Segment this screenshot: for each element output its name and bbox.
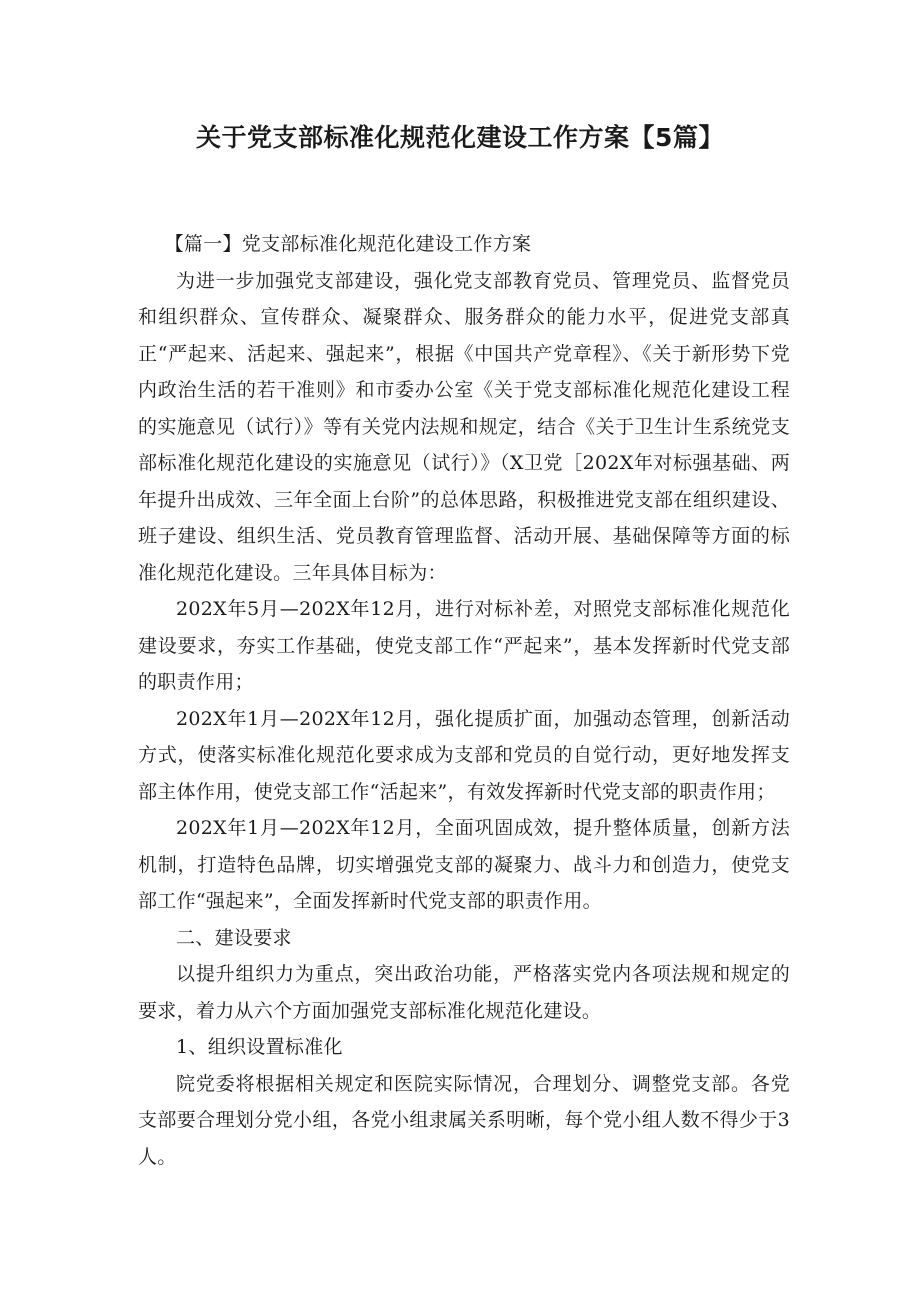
heading-organization-setup: 1、组织设置标准化: [176, 1036, 343, 1058]
paragraph-goal-year-one: 202X年5月—202X年12月，进行对标补差，对照党支部标准化规范化建设要求，夯实工作基础，使党支部工作“严起来”，基本发挥新时代党支部的职责作用；: [138, 598, 790, 693]
paragraph-requirements: 以提升组织力为重点，突出政治功能，严格落实党内各项法规和规定的要求，着力从六个方面加强党支部标准化规范化建设。: [138, 963, 790, 1022]
paragraph-organization-setup: 院党委将根据相关规定和医院实际情况，合理划分、调整党支部。各党支部要合理划分党小组，各党小组隶属关系明晰，每个党小组人数不得少于3人。: [138, 1072, 790, 1168]
paragraph-goal-year-two: 202X年1月—202X年12月，强化提质扩面，加强动态管理，创新活动方式，使落实标准化规范化要求成为支部和党员的自觉行动，更好地发挥支部主体作用，使党支部工作“活起来”，有效发挥新时代党支部的职责作用；: [138, 707, 790, 803]
paragraph-intro: 为进一步加强党支部建设，强化党支部教育党员、管理党员、监督党员和组织群众、宣传群众、凝聚群众、服务群众的能力水平，促进党支部真正“严起来、活起来、强起来”，根据《中国共产党章程》、《关于新形势下党内政治生活的若干准则》和市委办公室《关于党支部标准化规范化建设工程的实施意见（试行）》等有关党内法规和规定，结合《关于卫生计生系统党支部标准化规范化建设的实施意见（试行）》（X卫党［202X年对标强基础、两年提升出成效、三年全面上台阶”的总体思路，积极推进党支部在组织建设、班子建设、组织生活、党员教育管理监督、活动开展、基础保障等方面的标准化规范化建设。三年具体目标为：: [138, 269, 790, 584]
section-heading-part-one: 【篇一】党支部标准化规范化建设工作方案: [164, 233, 532, 255]
heading-construction-requirements: 二、建设要求: [176, 926, 292, 949]
document-title: 关于党支部标准化规范化建设工作方案【5篇】: [196, 123, 724, 152]
paragraph-goal-year-three: 202X年1月—202X年12月，全面巩固成效，提升整体质量，创新方法机制，打造特色品牌，切实增强党支部的凝聚力、战斗力和创造力，使党支部工作“强起来”，全面发挥新时代党支部的职责作用。: [138, 817, 790, 912]
document-body: [138, 226, 790, 1175]
